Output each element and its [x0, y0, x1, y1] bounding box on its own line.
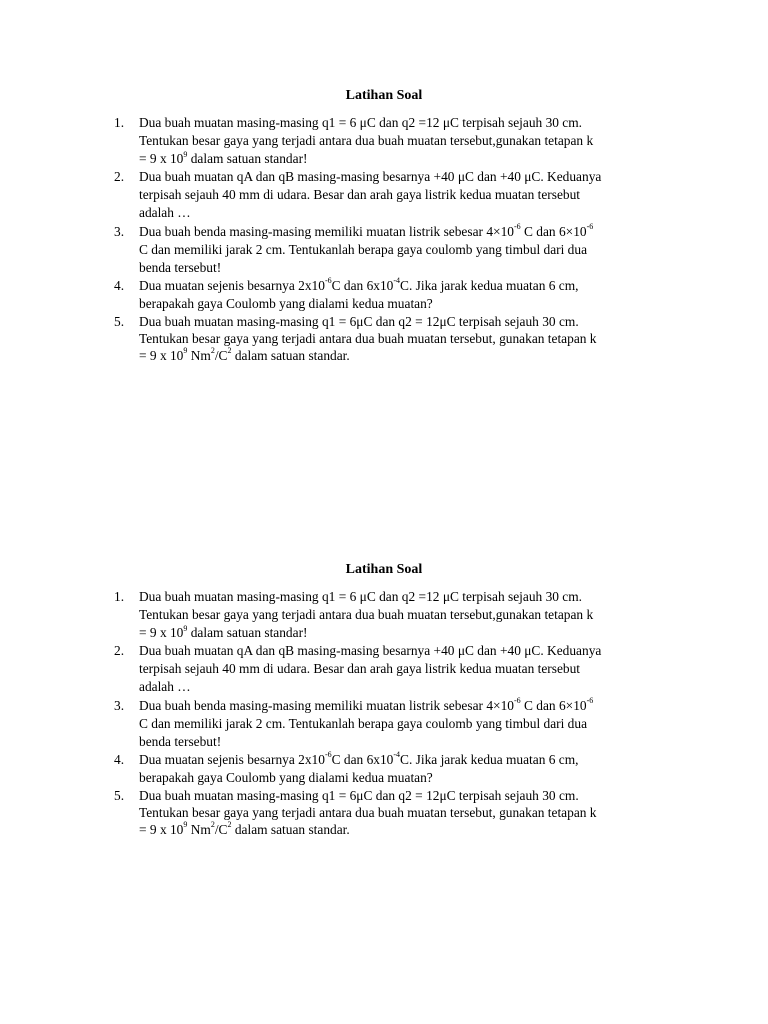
question-text: Dua buah benda masing-masing memiliki muatan listrik sebesar 4×10 [139, 697, 514, 713]
question-line [139, 277, 679, 295]
question-number: 5. [114, 788, 125, 804]
superscript-text: 2 [227, 820, 232, 830]
question-text: Dua buah muatan masing-masing q1 = 6μC dan q2 = 12μC terpisah sejauh 30 cm. [139, 788, 579, 804]
question-number: 1. [114, 589, 125, 604]
question-text: Dua buah muatan masing-masing q1 = 6 μC dan q2 =12 μC terpisah sejauh 30 cm. [139, 115, 583, 130]
question-text: Dua muatan sejenis besarnya 2x10 [139, 751, 325, 767]
question-line [139, 331, 679, 348]
question-item [114, 222, 679, 277]
question-line [139, 348, 679, 365]
superscript-text: -6 [324, 750, 332, 760]
question-number: 4. [114, 277, 125, 293]
question-line [139, 241, 679, 259]
question-number: 3. [114, 697, 125, 713]
question-text: berapakah gaya Coulomb yang dialami kedua muatan? [139, 769, 433, 785]
question-text: adalah … [139, 679, 191, 695]
question-item [114, 168, 679, 222]
question-line [139, 805, 679, 822]
question-line [139, 660, 679, 678]
superscript-text: -6 [586, 696, 594, 706]
question-line [139, 150, 679, 168]
question-line [139, 606, 679, 624]
question-line [139, 223, 679, 241]
question-text: = 9 x 10 [139, 821, 184, 837]
question-text: C. Jika jarak kedua muatan 6 cm, [400, 277, 579, 293]
superscript-text: -4 [393, 750, 401, 760]
question-text: dalam satuan standar! [187, 151, 308, 167]
question-line [139, 733, 679, 751]
question-line [139, 715, 679, 733]
question-line [139, 787, 679, 805]
question-number: 2. [114, 643, 125, 659]
question-text: C dan 6×10 [520, 697, 587, 713]
question-item [114, 588, 679, 642]
question-text: = 9 x 10 [139, 151, 184, 167]
question-text: Dua buah muatan masing-masing q1 = 6μC dan q2 = 12μC terpisah sejauh 30 cm. [139, 314, 579, 330]
question-list [114, 588, 679, 838]
page-title: Latihan Soal [345, 562, 423, 577]
question-text: Tentukan besar gaya yang terjadi antara dua buah muatan tersebut, gunakan tetapan k [139, 331, 597, 347]
question-item [114, 114, 679, 168]
question-text: benda tersebut! [139, 733, 222, 749]
question-text: C dan 6x10 [331, 277, 394, 293]
question-text: dalam satuan standar. [231, 347, 350, 363]
question-text: Dua muatan sejenis besarnya 2x10 [139, 277, 325, 293]
question-text: Dua buah benda masing-masing memiliki muatan listrik sebesar 4×10 [139, 223, 514, 239]
question-line [139, 168, 679, 186]
question-text: Dua buah muatan qA dan qB masing-masing besarnya +40 μC dan +40 μC. Keduanya [139, 169, 602, 185]
question-line [139, 588, 679, 606]
question-line [139, 751, 679, 769]
superscript-text: 9 [183, 346, 188, 356]
question-line [139, 204, 679, 222]
question-line [139, 678, 679, 696]
question-text: Tentukan besar gaya yang terjadi antara dua buah muatan tersebut, gunakan tetapan k [139, 805, 597, 821]
superscript-text: -6 [586, 222, 594, 232]
question-text: dalam satuan standar! [187, 625, 308, 641]
question-text: Dua buah muatan qA dan qB masing-masing besarnya +40 μC dan +40 μC. Keduanya [139, 643, 602, 659]
question-line [139, 259, 679, 277]
question-text: Nm [187, 347, 211, 363]
question-number: 5. [114, 314, 125, 330]
question-line [139, 642, 679, 660]
question-number: 2. [114, 169, 125, 185]
superscript-text: 9 [183, 820, 188, 830]
question-text: adalah … [139, 205, 191, 221]
superscript-text: -6 [513, 696, 521, 706]
question-text: terpisah sejauh 40 mm di udara. Besar dan arah gaya listrik kedua muatan tersebut [139, 187, 581, 203]
question-number: 1. [114, 115, 125, 130]
question-text: /C [214, 347, 228, 363]
superscript-text: -6 [513, 222, 521, 232]
question-text: Dua buah muatan masing-masing q1 = 6 μC dan q2 =12 μC terpisah sejauh 30 cm. [139, 589, 583, 604]
question-item [114, 276, 679, 313]
question-line [139, 132, 679, 150]
question-number: 4. [114, 751, 125, 767]
question-text: benda tersebut! [139, 259, 222, 275]
superscript-text: -4 [393, 276, 401, 286]
superscript-text: -6 [324, 276, 332, 286]
superscript-text: 9 [183, 623, 188, 633]
question-text: C dan memiliki jarak 2 cm. Tentukanlah berapa gaya coulomb yang timbul dari dua [139, 715, 588, 731]
question-line [139, 114, 679, 132]
question-line [139, 313, 679, 331]
superscript-text: 2 [227, 346, 232, 356]
question-text: C dan memiliki jarak 2 cm. Tentukanlah berapa gaya coulomb yang timbul dari dua [139, 241, 588, 257]
question-item [114, 696, 679, 751]
page-title: Latihan Soal [345, 88, 423, 103]
superscript-text: 9 [183, 149, 188, 159]
question-text: /C [214, 821, 228, 837]
question-line [139, 624, 679, 642]
question-text: C dan 6×10 [520, 223, 587, 239]
question-text: berapakah gaya Coulomb yang dialami kedua muatan? [139, 295, 433, 311]
question-item [114, 642, 679, 696]
question-text: = 9 x 10 [139, 347, 184, 363]
question-line [139, 295, 679, 313]
question-text: Tentukan besar gaya yang terjadi antara dua buah muatan tersebut,gunakan tetapan k [139, 133, 594, 149]
question-text: = 9 x 10 [139, 625, 184, 641]
question-item [114, 787, 679, 838]
question-number: 3. [114, 223, 125, 239]
question-line [139, 822, 679, 839]
question-line [139, 697, 679, 715]
question-line [139, 769, 679, 787]
question-text: Tentukan besar gaya yang terjadi antara dua buah muatan tersebut,gunakan tetapan k [139, 607, 594, 623]
question-item [114, 313, 679, 364]
question-item [114, 750, 679, 787]
question-text: C dan 6x10 [331, 751, 394, 767]
superscript-text: 2 [210, 346, 215, 356]
question-list [114, 114, 679, 364]
question-text: C. Jika jarak kedua muatan 6 cm, [400, 751, 579, 767]
question-text: Nm [187, 821, 211, 837]
question-line [139, 186, 679, 204]
superscript-text: 2 [210, 820, 215, 830]
question-text: terpisah sejauh 40 mm di udara. Besar dan arah gaya listrik kedua muatan tersebut [139, 661, 581, 677]
question-text: dalam satuan standar. [231, 821, 350, 837]
